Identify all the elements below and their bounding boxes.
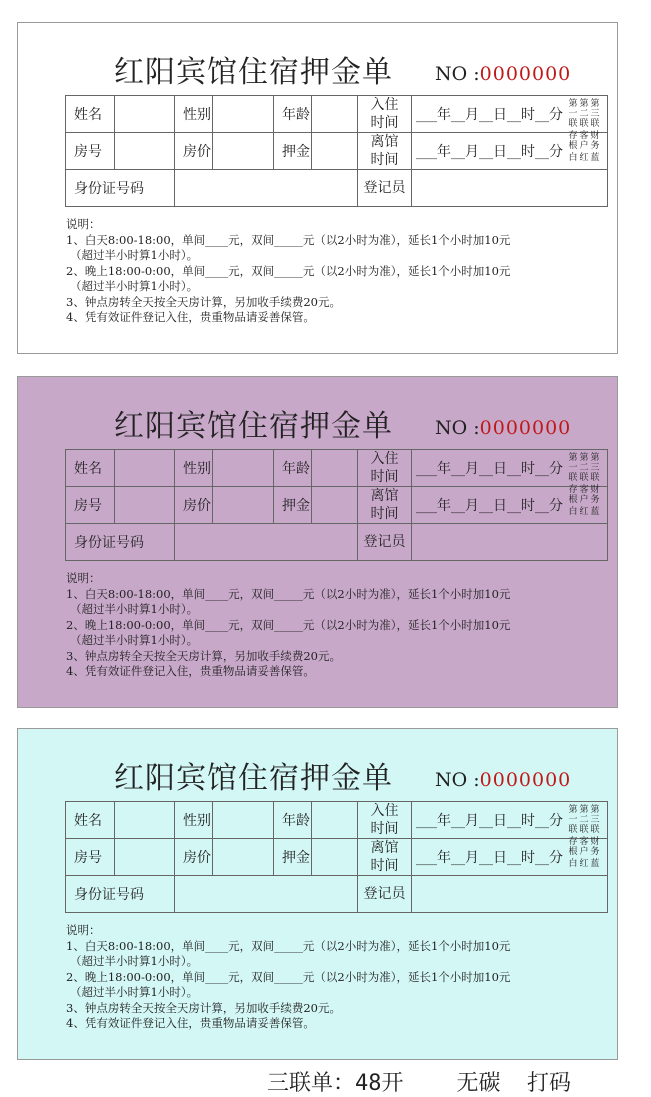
checkin-time-field[interactable]: ___年__月__日__时__分 xyxy=(412,450,608,487)
serial-label: NO : xyxy=(435,63,480,85)
copy-1-purpose: 存 根 xyxy=(568,485,578,505)
form-title: 红阳宾馆住宿押金单 xyxy=(114,409,393,444)
copy-2-color: 红 xyxy=(579,859,589,869)
copy-3-head: 第 三 联 xyxy=(590,453,600,483)
copy-3-head: 第 三 联 xyxy=(590,805,600,835)
checkin-label: 入住 时间 xyxy=(358,802,412,839)
copy-2-purpose: 客 户 xyxy=(579,837,589,857)
note-line: 1、白天8:00-18:00，单间____元，双间_____元（以2小时为准），延长1个小时加10元 xyxy=(66,586,511,601)
id-number-label: 身份证号码 xyxy=(66,170,175,207)
copy-3-purpose: 财 务 xyxy=(590,131,600,151)
note-line: （超过半小时算1小时）。 xyxy=(70,954,199,968)
registrar-field[interactable] xyxy=(412,524,608,561)
age-field[interactable] xyxy=(312,450,358,487)
note-line: （超过半小时算1小时）。 xyxy=(70,602,199,616)
deposit-field[interactable] xyxy=(312,839,358,876)
copy-1-purpose: 存 根 xyxy=(568,131,578,151)
registrar-label: 登记员 xyxy=(358,170,412,207)
age-label: 年龄 xyxy=(274,802,312,839)
copy-designation xyxy=(567,453,601,517)
serial-number xyxy=(435,63,571,85)
id-number-field[interactable] xyxy=(175,524,358,561)
note-line: 4、凭有效证件登记入住，贵重物品请妥善保管。 xyxy=(66,1016,315,1030)
checkin-label: 入住 时间 xyxy=(358,96,412,133)
note-line: 1、白天8:00-18:00，单间____元，双间_____元（以2小时为准），延长1个小时加10元 xyxy=(66,232,511,247)
copy-2-purpose: 客 户 xyxy=(579,131,589,151)
note-line: 2、晚上18:00-0:00，单间____元，双间_____元（以2小时为准），延长1个小时加10元 xyxy=(66,263,511,278)
gender-label: 性别 xyxy=(175,450,213,487)
gender-label: 性别 xyxy=(175,96,213,133)
copy-3-color: 蓝 xyxy=(590,507,600,517)
table-row xyxy=(66,802,608,839)
gender-field[interactable] xyxy=(213,450,274,487)
serial-number xyxy=(435,417,571,439)
checkin-time-field[interactable]: ___年__月__日__时__分 xyxy=(412,96,608,133)
guest-info-table xyxy=(65,801,608,913)
name-field[interactable] xyxy=(115,450,175,487)
id-number-field[interactable] xyxy=(175,170,358,207)
checkin-time-field[interactable]: ___年__月__日__时__分 xyxy=(412,802,608,839)
receipt-copy-3 xyxy=(17,728,618,1060)
copy-2-head: 第 二 联 xyxy=(579,453,589,483)
deposit-label: 押金 xyxy=(274,487,312,524)
notes-heading: 说明： xyxy=(66,923,101,937)
note-line: （超过半小时算1小时）。 xyxy=(70,633,199,647)
price-label: 房价 xyxy=(175,839,213,876)
table-row xyxy=(66,524,608,561)
checkout-label: 离馆 时间 xyxy=(358,133,412,170)
copy-1-head: 第 一 联 xyxy=(568,99,578,129)
checkout-label: 离馆 时间 xyxy=(358,487,412,524)
serial-number xyxy=(435,769,571,791)
price-field[interactable] xyxy=(213,133,274,170)
note-line: 3、钟点房转全天按全天房计算，另加收手续费20元。 xyxy=(66,1000,341,1015)
table-row xyxy=(66,876,608,913)
registrar-field[interactable] xyxy=(412,170,608,207)
copy-3-color: 蓝 xyxy=(590,153,600,163)
note-line: 4、凭有效证件登记入住，贵重物品请妥善保管。 xyxy=(66,310,315,324)
receipt-copy-2 xyxy=(17,376,618,708)
copy-designation xyxy=(567,99,601,163)
room-label: 房号 xyxy=(66,487,115,524)
registrar-field[interactable] xyxy=(412,876,608,913)
receipt-copy-1 xyxy=(17,22,618,354)
copy-3-head: 第 三 联 xyxy=(590,99,600,129)
name-label: 姓名 xyxy=(66,96,115,133)
notes-heading: 说明： xyxy=(66,217,101,231)
price-field[interactable] xyxy=(213,487,274,524)
age-field[interactable] xyxy=(312,802,358,839)
form-title: 红阳宾馆住宿押金单 xyxy=(114,761,393,796)
note-line: 3、钟点房转全天按全天房计算，另加收手续费20元。 xyxy=(66,648,341,663)
checkout-time-field[interactable]: ___年__月__日__时__分 xyxy=(412,839,608,876)
name-label: 姓名 xyxy=(66,802,115,839)
notes-section xyxy=(66,217,510,326)
copy-2-color: 红 xyxy=(579,153,589,163)
form-title: 红阳宾馆住宿押金单 xyxy=(114,55,393,90)
table-row xyxy=(66,133,608,170)
serial-value: 0000000 xyxy=(479,769,572,791)
age-label: 年龄 xyxy=(274,96,312,133)
gender-label: 性别 xyxy=(175,802,213,839)
deposit-label: 押金 xyxy=(274,133,312,170)
copy-3-color: 蓝 xyxy=(590,859,600,869)
checkin-label: 入住 时间 xyxy=(358,450,412,487)
note-line: （超过半小时算1小时）。 xyxy=(70,279,199,293)
copy-designation xyxy=(567,805,601,869)
id-number-label: 身份证号码 xyxy=(66,524,175,561)
name-field[interactable] xyxy=(115,96,175,133)
notes-section xyxy=(66,923,510,1032)
room-field[interactable] xyxy=(115,839,175,876)
deposit-field[interactable] xyxy=(312,487,358,524)
copy-3-purpose: 财 务 xyxy=(590,485,600,505)
copy-1-head: 第 一 联 xyxy=(568,805,578,835)
notes-section xyxy=(66,571,510,680)
checkout-label: 离馆 时间 xyxy=(358,839,412,876)
registrar-label: 登记员 xyxy=(358,876,412,913)
gender-field[interactable] xyxy=(213,802,274,839)
deposit-field[interactable] xyxy=(312,133,358,170)
note-line: 4、凭有效证件登记入住，贵重物品请妥善保管。 xyxy=(66,664,315,678)
copy-1-purpose: 存 根 xyxy=(568,837,578,857)
id-number-label: 身份证号码 xyxy=(66,876,175,913)
serial-label: NO : xyxy=(435,417,480,439)
age-field[interactable] xyxy=(312,96,358,133)
registrar-label: 登记员 xyxy=(358,524,412,561)
print-spec-footer: 三联单：48开 无碳 打码 xyxy=(267,1071,571,1096)
room-field[interactable] xyxy=(115,133,175,170)
id-number-field[interactable] xyxy=(175,876,358,913)
note-line: （超过半小时算1小时）。 xyxy=(70,985,199,999)
table-row xyxy=(66,450,608,487)
price-field[interactable] xyxy=(213,839,274,876)
name-label: 姓名 xyxy=(66,450,115,487)
note-line: 2、晚上18:00-0:00，单间____元，双间_____元（以2小时为准），延长1个小时加10元 xyxy=(66,617,511,632)
checkout-time-field[interactable]: ___年__月__日__时__分 xyxy=(412,487,608,524)
guest-info-table xyxy=(65,449,608,561)
copy-2-head: 第 二 联 xyxy=(579,805,589,835)
price-label: 房价 xyxy=(175,133,213,170)
notes-heading: 说明： xyxy=(66,571,101,585)
serial-value: 0000000 xyxy=(479,63,572,85)
room-field[interactable] xyxy=(115,487,175,524)
copy-2-purpose: 客 户 xyxy=(579,485,589,505)
note-line: 2、晚上18:00-0:00，单间____元，双间_____元（以2小时为准），延长1个小时加10元 xyxy=(66,969,511,984)
room-label: 房号 xyxy=(66,839,115,876)
table-row xyxy=(66,487,608,524)
note-line: 1、白天8:00-18:00，单间____元，双间_____元（以2小时为准），延长1个小时加10元 xyxy=(66,938,511,953)
deposit-label: 押金 xyxy=(274,839,312,876)
checkout-time-field[interactable]: ___年__月__日__时__分 xyxy=(412,133,608,170)
table-row xyxy=(66,96,608,133)
serial-label: NO : xyxy=(435,769,480,791)
copy-3-purpose: 财 务 xyxy=(590,837,600,857)
guest-info-table xyxy=(65,95,608,207)
copy-1-color: 白 xyxy=(568,153,578,163)
copy-1-color: 白 xyxy=(568,859,578,869)
table-row xyxy=(66,839,608,876)
note-line: （超过半小时算1小时）。 xyxy=(70,248,199,262)
name-field[interactable] xyxy=(115,802,175,839)
room-label: 房号 xyxy=(66,133,115,170)
table-row xyxy=(66,170,608,207)
copy-2-color: 红 xyxy=(579,507,589,517)
gender-field[interactable] xyxy=(213,96,274,133)
copy-2-head: 第 二 联 xyxy=(579,99,589,129)
serial-value: 0000000 xyxy=(479,417,572,439)
price-label: 房价 xyxy=(175,487,213,524)
copy-1-color: 白 xyxy=(568,507,578,517)
copy-1-head: 第 一 联 xyxy=(568,453,578,483)
note-line: 3、钟点房转全天按全天房计算，另加收手续费20元。 xyxy=(66,294,341,309)
age-label: 年龄 xyxy=(274,450,312,487)
